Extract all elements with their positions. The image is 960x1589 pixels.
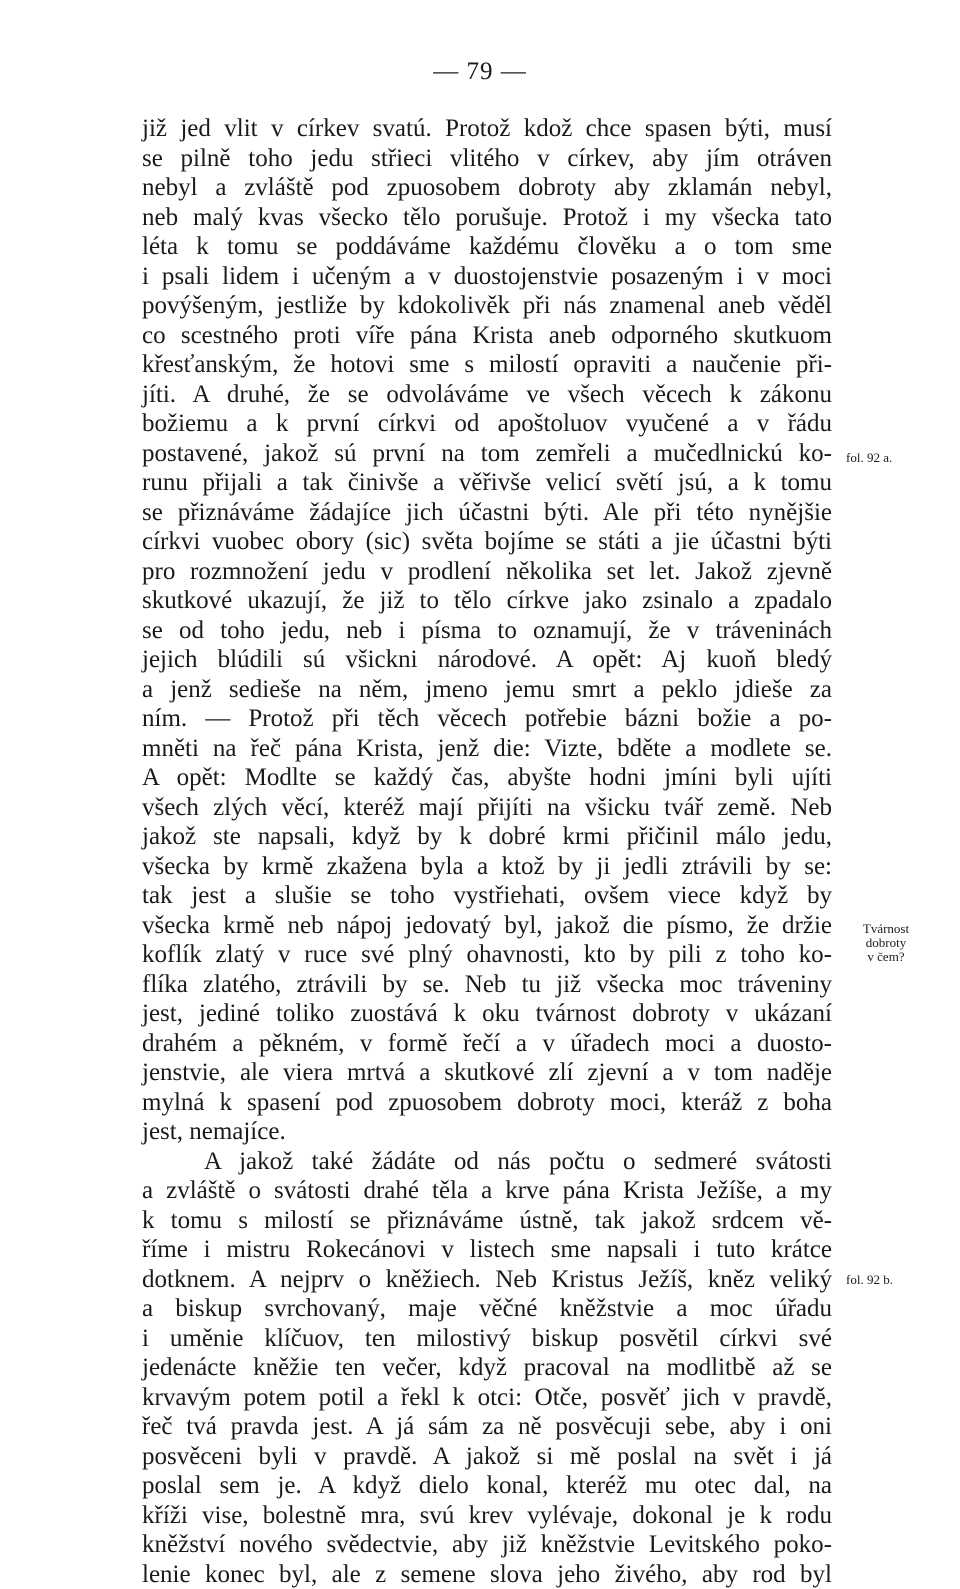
- text-line: kněžství nového svědectvie, aby již kněžstvie Levitského poko-: [142, 1530, 832, 1560]
- text-line: krvavým potem potil a řekl k otci: Otče, posvěť jich v pravdě,: [142, 1383, 832, 1413]
- text-line: všech zlých věcí, kteréž mají přijíti na všicku tvář země. Neb: [142, 793, 832, 823]
- text-line: jakož ste napsali, když by k dobré krmi přičinil málo jedu,: [142, 822, 832, 852]
- text-line: posvěceni byli v pravdě. A jakož si mě poslal na svět i já: [142, 1442, 832, 1472]
- text-line: jejich blúdili sú všickni národové. A opět: Aj kuoň bledý: [142, 645, 832, 675]
- text-line: a biskup svrchovaný, maje věčné kněžstvie a moc úřadu: [142, 1294, 832, 1324]
- text-line: dotknem. A nejprv o kněžiech. Neb Kristus Ježíš, kněz veliký: [142, 1265, 832, 1295]
- text-line: říme i mistru Rokecánovi v listech sme napsali i tuto krátce: [142, 1235, 832, 1265]
- margin-note-folio: fol. 92 a.: [846, 451, 892, 465]
- text-line: se přiznáváme žádajíce jich účastni býti. Ale při této nynějšie: [142, 498, 832, 528]
- text-line: neb malý kvas všecko tělo porušuje. Protož i my všecka tato: [142, 203, 832, 233]
- text-line: všecka by krmě zkažena byla a ktož by ji jedli ztrávili by se:: [142, 852, 832, 882]
- text-line: lenie konec byl, ale z semene slova jeho živého, aby rod byl: [142, 1560, 832, 1589]
- margin-note-tvarnost: [846, 922, 926, 964]
- text-line: již jed vlit v církev svatú. Protož kdož chce spasen býti, musí: [142, 114, 832, 144]
- text-line: se od toho jedu, neb i písma to oznamují, že v tráveninách: [142, 616, 832, 646]
- text-line: skutkové ukazují, že již to tělo církve jako zsinalo a zpadalo: [142, 586, 832, 616]
- text-line: A jakož také žádáte od nás počtu o sedmeré svátosti: [142, 1147, 832, 1177]
- margin-note-line: dobroty: [846, 936, 926, 950]
- text-line: poslal sem je. A když dielo konal, kteréž mu otec dal, na: [142, 1471, 832, 1501]
- margin-note-line: Tvárnost: [846, 922, 926, 936]
- text-line: flíka zlatého, ztrávili by se. Neb tu již všecka moc tráveniny: [142, 970, 832, 1000]
- text-line: křesťanským, že hotovi sme s milostí opraviti a naučenie při-: [142, 350, 832, 380]
- margin-note-folio: fol. 92 b.: [846, 1273, 893, 1287]
- text-line: ním. — Protož při těch věcech potřebie bázni božie a po-: [142, 704, 832, 734]
- text-line: nebyl a zvláště pod zpuosobem dobroty aby zklamán nebyl,: [142, 173, 832, 203]
- text-line: kříži vise, bolestně mra, svú krev vylévaje, dokonal je k rodu: [142, 1501, 832, 1531]
- text-line: mylná k spasení pod zpuosobem dobroty moci, kteráž z boha: [142, 1088, 832, 1118]
- text-line: pro rozmnožení jedu v prodlení několika set let. Jakož zjevně: [142, 557, 832, 587]
- body-text: [142, 114, 832, 1589]
- text-line: koflík zlatý v ruce své plný ohavnosti, kto by pili z toho ko-: [142, 940, 832, 970]
- text-line: k tomu s milostí se přiznáváme ústně, tak jakož srdcem vě-: [142, 1206, 832, 1236]
- text-line: řeč tvá pravda jest. A já sám za ně posvěcuji sebe, aby i oni: [142, 1412, 832, 1442]
- text-line: božiemu a k první církvi od apoštoluov vyučené a v řádu: [142, 409, 832, 439]
- text-line: povýšeným, jestliže by kdokolivěk při nás znamenal aneb věděl: [142, 291, 832, 321]
- text-line: A opět: Modlte se každý čas, abyšte hodni jmíni byli ujíti: [142, 763, 832, 793]
- text-line: jenstvie, ale viera mrtvá a skutkové zlí zjevní a v tom naděje: [142, 1058, 832, 1088]
- text-line: jest, nemajíce.: [142, 1117, 832, 1147]
- text-line: runu přijali a tak činivše a věřivše velicí světí jsú, a k tomu: [142, 468, 832, 498]
- text-line: mněti na řeč pána Krista, jenž die: Vizte, bděte a modlete se.: [142, 734, 832, 764]
- text-line: co scestného proti víře pána Krista aneb odporného skutkuom: [142, 321, 832, 351]
- page-number: — 79 —: [0, 58, 960, 86]
- text-line: se pilně toho jedu střieci vlitého v církev, aby jím otráven: [142, 144, 832, 174]
- text-line: tak jest a slušie se toho vystřiehati, ovšem viece když by: [142, 881, 832, 911]
- text-line: všecka krmě neb nápoj jedovatý byl, jakož die písmo, že držie: [142, 911, 832, 941]
- text-line: postavené, jakož sú první na tom zemřeli a mučedlnickú ko-: [142, 439, 832, 469]
- text-line: a zvláště o svátosti drahé těla a krve pána Krista Ježíše, a my: [142, 1176, 832, 1206]
- text-line: jest, jediné toliko zuostává k oku tvárnost dobroty v ukázaní: [142, 999, 832, 1029]
- text-line: i uměnie klíčuov, ten milostivý biskup posvětil církvi své: [142, 1324, 832, 1354]
- text-line: léta k tomu se poddáváme každému člověku a o tom sme: [142, 232, 832, 262]
- text-line: drahém a pěkném, v formě řečí a v úřadech moci a duosto-: [142, 1029, 832, 1059]
- text-line: a jenž sedieše na něm, jmeno jemu smrt a peklo jdieše za: [142, 675, 832, 705]
- text-line: jedenácte kněžie ten večer, když pracoval na modlitbě až se: [142, 1353, 832, 1383]
- text-line: jíti. A druhé, že se odvoláváme ve všech věcech k zákonu: [142, 380, 832, 410]
- text-line: církvi vuobec obory (sic) světa bojíme se státi a jie účastni býti: [142, 527, 832, 557]
- text-line: i psali lidem i učeným a v duostojenstvie posazeným i v moci: [142, 262, 832, 292]
- margin-note-line: v čem?: [846, 950, 926, 964]
